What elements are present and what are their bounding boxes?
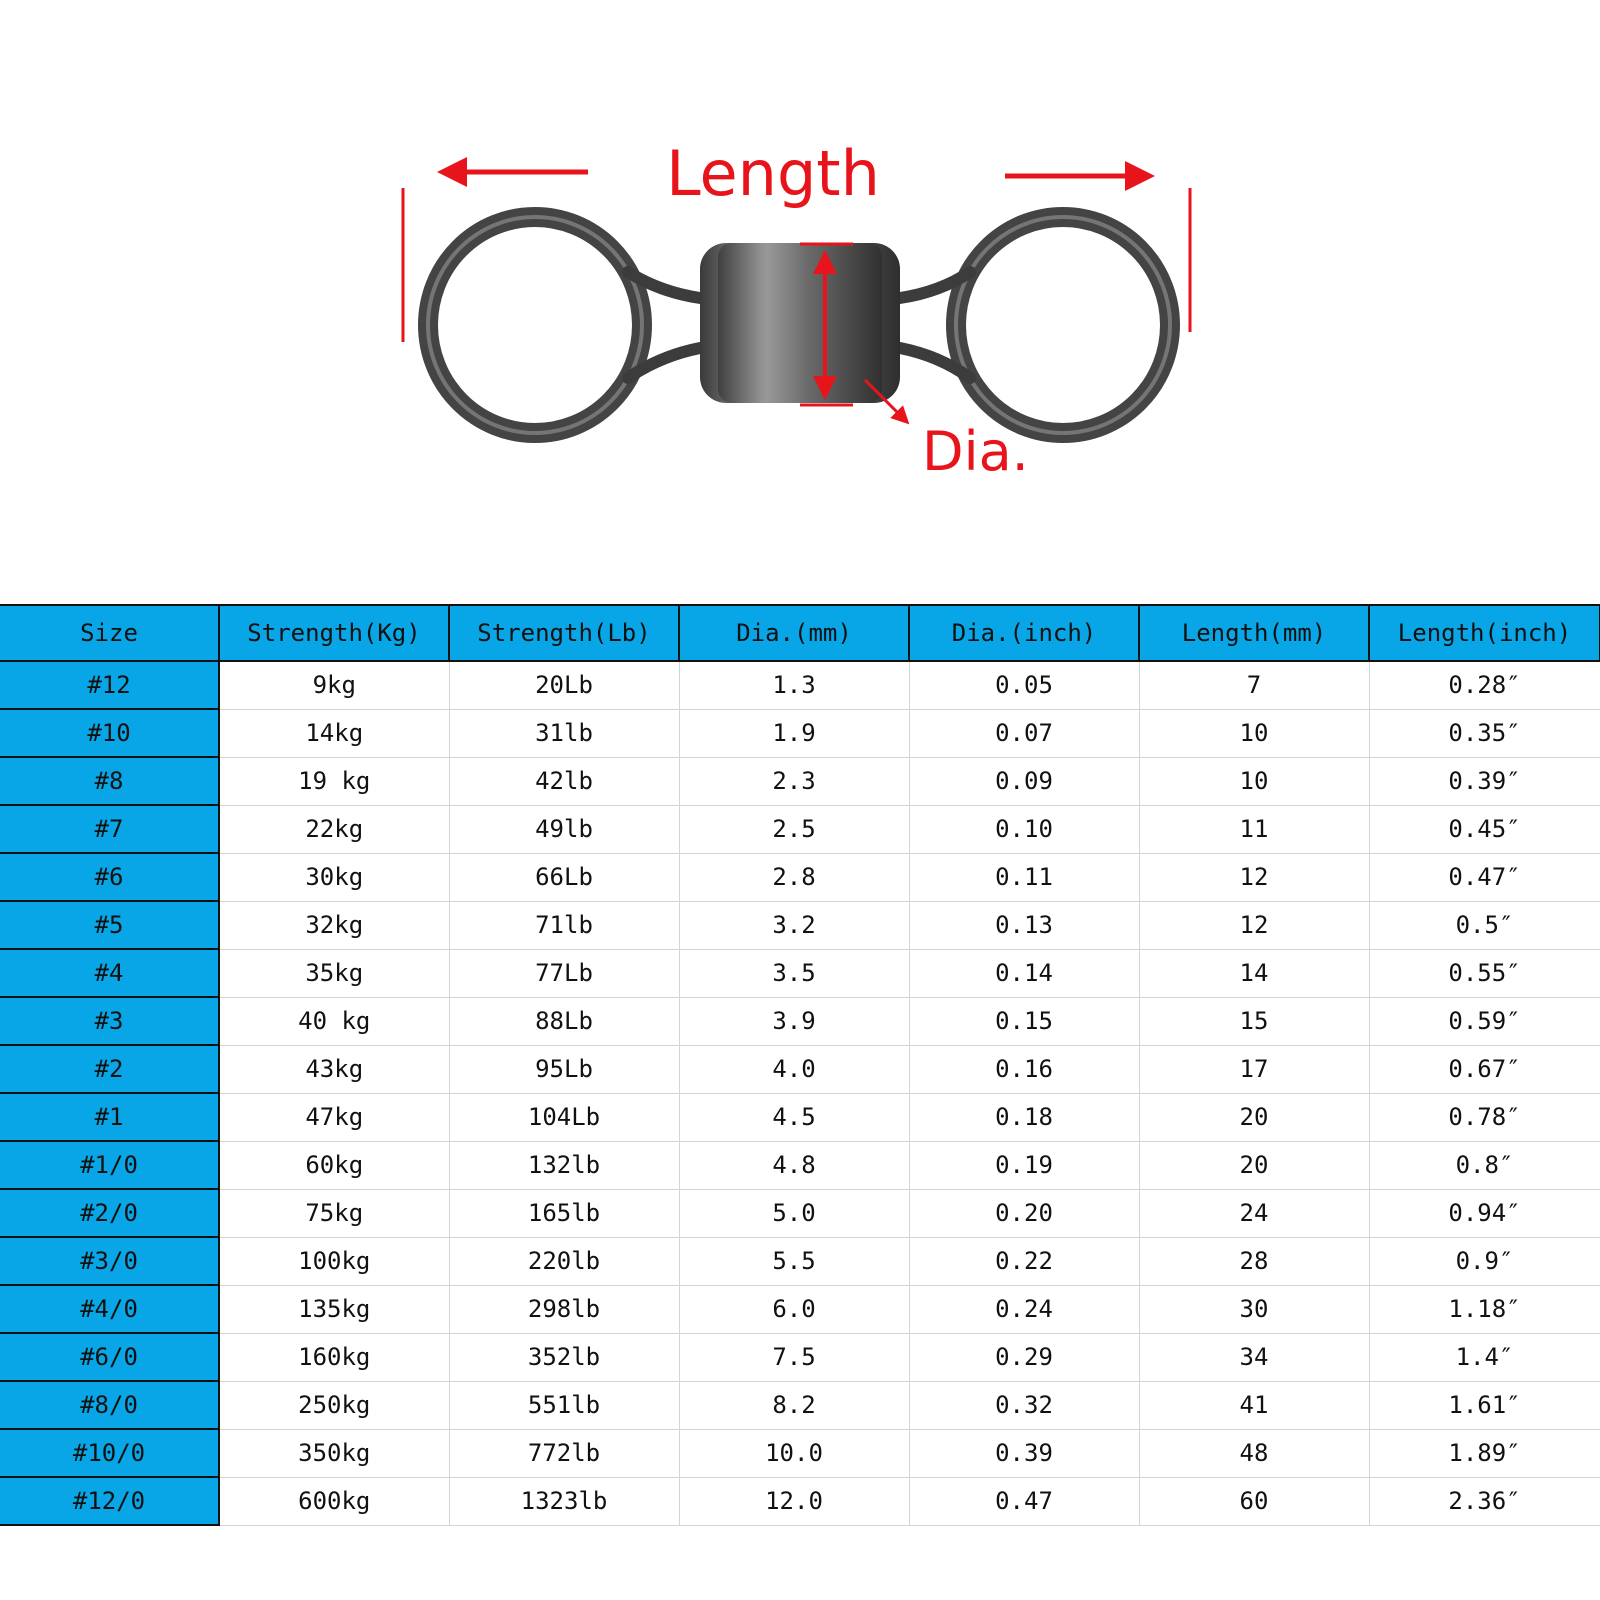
cell-length-inch: 0.94″ — [1369, 1189, 1600, 1237]
cell-size: #10 — [0, 709, 219, 757]
cell-dia-mm: 3.2 — [679, 901, 909, 949]
cell-strength-lb: 71lb — [449, 901, 679, 949]
cell-dia-inch: 0.16 — [909, 1045, 1139, 1093]
cell-strength-kg: 350kg — [219, 1429, 449, 1477]
cell-dia-inch: 0.24 — [909, 1285, 1139, 1333]
cell-length-mm: 15 — [1139, 997, 1369, 1045]
cell-strength-kg: 32kg — [219, 901, 449, 949]
cell-dia-mm: 4.8 — [679, 1141, 909, 1189]
cell-strength-lb: 352lb — [449, 1333, 679, 1381]
swivel-diagram — [0, 0, 1600, 560]
cell-length-inch: 0.78″ — [1369, 1093, 1600, 1141]
cell-strength-lb: 298lb — [449, 1285, 679, 1333]
cell-strength-lb: 77Lb — [449, 949, 679, 997]
table-row — [0, 1189, 1600, 1237]
cell-size: #1/0 — [0, 1141, 219, 1189]
cell-length-inch: 0.8″ — [1369, 1141, 1600, 1189]
cell-dia-mm: 6.0 — [679, 1285, 909, 1333]
column-header-dia-inch: Dia.(inch) — [909, 605, 1139, 661]
cell-length-inch: 0.67″ — [1369, 1045, 1600, 1093]
cell-strength-lb: 66Lb — [449, 853, 679, 901]
cell-strength-lb: 20Lb — [449, 661, 679, 709]
table-row — [0, 661, 1600, 709]
cell-strength-kg: 250kg — [219, 1381, 449, 1429]
cell-size: #10/0 — [0, 1429, 219, 1477]
cell-dia-mm: 1.3 — [679, 661, 909, 709]
column-header-length-inch: Length(inch) — [1369, 605, 1600, 661]
cell-dia-mm: 4.0 — [679, 1045, 909, 1093]
cell-length-mm: 11 — [1139, 805, 1369, 853]
cell-length-inch: 1.18″ — [1369, 1285, 1600, 1333]
cell-dia-inch: 0.15 — [909, 997, 1139, 1045]
size-spec-table — [0, 604, 1600, 1526]
cell-dia-inch: 0.19 — [909, 1141, 1139, 1189]
table-row — [0, 757, 1600, 805]
table-row — [0, 1237, 1600, 1285]
cell-dia-mm: 7.5 — [679, 1333, 909, 1381]
cell-strength-lb: 95Lb — [449, 1045, 679, 1093]
cell-length-inch: 1.4″ — [1369, 1333, 1600, 1381]
left-eye-ring-highlight — [428, 217, 642, 433]
cell-size: #4 — [0, 949, 219, 997]
cell-strength-kg: 19 kg — [219, 757, 449, 805]
cell-size: #7 — [0, 805, 219, 853]
cell-length-inch: 0.45″ — [1369, 805, 1600, 853]
cell-dia-inch: 0.32 — [909, 1381, 1139, 1429]
table-header-row — [0, 605, 1600, 661]
cell-length-mm: 20 — [1139, 1093, 1369, 1141]
cell-dia-inch: 0.47 — [909, 1477, 1139, 1525]
cell-strength-kg: 22kg — [219, 805, 449, 853]
cell-length-inch: 1.61″ — [1369, 1381, 1600, 1429]
cell-strength-lb: 220lb — [449, 1237, 679, 1285]
cell-dia-mm: 5.5 — [679, 1237, 909, 1285]
cell-length-mm: 30 — [1139, 1285, 1369, 1333]
table-row — [0, 1429, 1600, 1477]
cell-strength-kg: 135kg — [219, 1285, 449, 1333]
cell-length-mm: 28 — [1139, 1237, 1369, 1285]
cell-strength-lb: 31lb — [449, 709, 679, 757]
cell-strength-kg: 600kg — [219, 1477, 449, 1525]
cell-length-inch: 2.36″ — [1369, 1477, 1600, 1525]
cell-strength-kg: 160kg — [219, 1333, 449, 1381]
table-row — [0, 1093, 1600, 1141]
cell-dia-mm: 8.2 — [679, 1381, 909, 1429]
cell-length-inch: 0.55″ — [1369, 949, 1600, 997]
cell-size: #8 — [0, 757, 219, 805]
cell-size: #12 — [0, 661, 219, 709]
cell-strength-kg: 40 kg — [219, 997, 449, 1045]
cell-size: #3/0 — [0, 1237, 219, 1285]
cell-dia-inch: 0.20 — [909, 1189, 1139, 1237]
cell-strength-lb: 132lb — [449, 1141, 679, 1189]
cell-length-inch: 1.89″ — [1369, 1429, 1600, 1477]
column-header-length-mm: Length(mm) — [1139, 605, 1369, 661]
table-row — [0, 805, 1600, 853]
table-row — [0, 949, 1600, 997]
cell-length-mm: 41 — [1139, 1381, 1369, 1429]
table-row — [0, 1285, 1600, 1333]
cell-strength-kg: 100kg — [219, 1237, 449, 1285]
cell-length-inch: 0.39″ — [1369, 757, 1600, 805]
cell-dia-mm: 10.0 — [679, 1429, 909, 1477]
cell-length-mm: 48 — [1139, 1429, 1369, 1477]
cell-dia-inch: 0.22 — [909, 1237, 1139, 1285]
cell-strength-lb: 88Lb — [449, 997, 679, 1045]
table-row — [0, 1333, 1600, 1381]
cell-strength-kg: 75kg — [219, 1189, 449, 1237]
cell-size: #5 — [0, 901, 219, 949]
cell-length-mm: 10 — [1139, 709, 1369, 757]
cell-strength-kg: 35kg — [219, 949, 449, 997]
cell-strength-lb: 551lb — [449, 1381, 679, 1429]
cell-length-mm: 60 — [1139, 1477, 1369, 1525]
cell-length-mm: 12 — [1139, 853, 1369, 901]
cell-dia-inch: 0.13 — [909, 901, 1139, 949]
cell-dia-inch: 0.09 — [909, 757, 1139, 805]
table-row — [0, 1045, 1600, 1093]
cell-dia-mm: 2.3 — [679, 757, 909, 805]
cell-strength-lb: 772lb — [449, 1429, 679, 1477]
cell-length-inch: 0.9″ — [1369, 1237, 1600, 1285]
cell-dia-mm: 3.9 — [679, 997, 909, 1045]
table-row — [0, 1477, 1600, 1525]
cell-size: #2/0 — [0, 1189, 219, 1237]
cell-dia-mm: 2.5 — [679, 805, 909, 853]
cell-strength-lb: 49lb — [449, 805, 679, 853]
cell-dia-inch: 0.11 — [909, 853, 1139, 901]
cell-size: #6/0 — [0, 1333, 219, 1381]
cell-strength-kg: 9kg — [219, 661, 449, 709]
cell-length-inch: 0.28″ — [1369, 661, 1600, 709]
cell-size: #4/0 — [0, 1285, 219, 1333]
cell-length-mm: 12 — [1139, 901, 1369, 949]
cell-length-mm: 7 — [1139, 661, 1369, 709]
cell-dia-mm: 3.5 — [679, 949, 909, 997]
cell-size: #12/0 — [0, 1477, 219, 1525]
cell-length-inch: 0.5″ — [1369, 901, 1600, 949]
cell-dia-inch: 0.10 — [909, 805, 1139, 853]
cell-dia-inch: 0.05 — [909, 661, 1139, 709]
cell-strength-kg: 30kg — [219, 853, 449, 901]
cell-dia-inch: 0.07 — [909, 709, 1139, 757]
right-eye-ring-highlight — [956, 217, 1170, 433]
cell-length-mm: 10 — [1139, 757, 1369, 805]
table-row — [0, 853, 1600, 901]
cell-strength-lb: 42lb — [449, 757, 679, 805]
cell-length-mm: 14 — [1139, 949, 1369, 997]
column-header-size: Size — [0, 605, 219, 661]
column-header-dia-mm: Dia.(mm) — [679, 605, 909, 661]
cell-size: #8/0 — [0, 1381, 219, 1429]
cell-dia-inch: 0.18 — [909, 1093, 1139, 1141]
cell-length-mm: 20 — [1139, 1141, 1369, 1189]
cell-size: #3 — [0, 997, 219, 1045]
cell-size: #6 — [0, 853, 219, 901]
cell-length-inch: 0.59″ — [1369, 997, 1600, 1045]
table-row — [0, 1381, 1600, 1429]
cell-size: #2 — [0, 1045, 219, 1093]
cell-dia-inch: 0.14 — [909, 949, 1139, 997]
length-label: Length — [666, 137, 880, 210]
table-row — [0, 997, 1600, 1045]
cell-dia-mm: 2.8 — [679, 853, 909, 901]
cell-dia-inch: 0.39 — [909, 1429, 1139, 1477]
cell-dia-inch: 0.29 — [909, 1333, 1139, 1381]
cell-strength-kg: 14kg — [219, 709, 449, 757]
table-row — [0, 901, 1600, 949]
cell-dia-mm: 4.5 — [679, 1093, 909, 1141]
cell-strength-kg: 47kg — [219, 1093, 449, 1141]
swivel-image — [428, 217, 1170, 433]
cell-strength-lb: 104Lb — [449, 1093, 679, 1141]
table-row — [0, 709, 1600, 757]
cell-strength-kg: 60kg — [219, 1141, 449, 1189]
column-header-strength-kg: Strength(Kg) — [219, 605, 449, 661]
cell-length-inch: 0.35″ — [1369, 709, 1600, 757]
cell-strength-lb: 165lb — [449, 1189, 679, 1237]
cell-dia-mm: 5.0 — [679, 1189, 909, 1237]
cell-strength-lb: 1323lb — [449, 1477, 679, 1525]
column-header-strength-lb: Strength(Lb) — [449, 605, 679, 661]
cell-size: #1 — [0, 1093, 219, 1141]
cell-length-inch: 0.47″ — [1369, 853, 1600, 901]
barrel-center — [718, 243, 882, 403]
cell-length-mm: 17 — [1139, 1045, 1369, 1093]
cell-strength-kg: 43kg — [219, 1045, 449, 1093]
cell-length-mm: 34 — [1139, 1333, 1369, 1381]
cell-dia-mm: 12.0 — [679, 1477, 909, 1525]
table-row — [0, 1141, 1600, 1189]
cell-dia-mm: 1.9 — [679, 709, 909, 757]
cell-length-mm: 24 — [1139, 1189, 1369, 1237]
dia-label: Dia. — [922, 420, 1029, 483]
